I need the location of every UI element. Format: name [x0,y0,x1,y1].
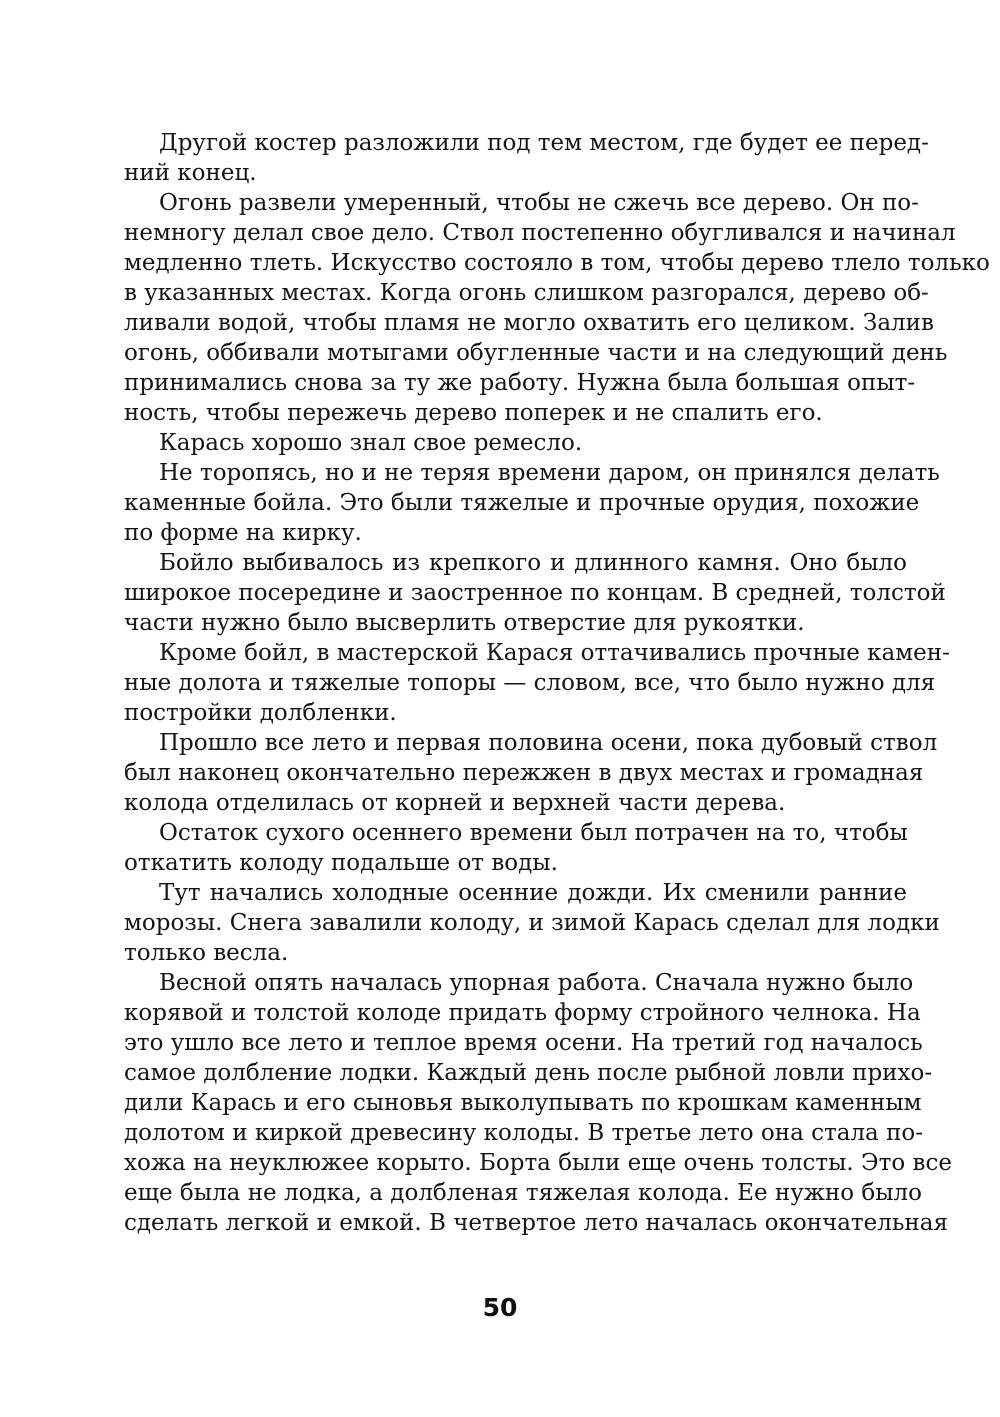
text-line: Прошло все лето и первая половина осени, пока дубовый ствол [159,730,938,756]
text-line: хожа на неуклюжее корыто. Борта были еще очень толсты. Это все [124,1150,952,1176]
text-line: ность, чтобы пережечь дерево поперек и не спалить его. [124,400,823,426]
body-text [124,128,990,1238]
text-line: откатить колоду подальше от воды. [124,850,558,876]
text-line: самое долбление лодки. Каждый день после рыбной ловли прихо- [124,1060,933,1086]
paragraph [124,458,940,548]
text-line: Бойло выбивалось из крепкого и длинного камня. Оно было [159,550,907,576]
paragraph [124,128,929,188]
text-line: еще была не лодка, а долбленая тяжелая колода. Ее нужно было [124,1180,923,1206]
text-line: ные долота и тяжелые топоры — словом, все, что было нужно для [124,670,936,696]
text-line: Остаток сухого осеннего времени был потрачен на то, чтобы [159,820,908,846]
text-line: постройки долбленки. [124,700,397,726]
paragraph [124,638,950,728]
text-line: по форме на кирку. [124,520,362,546]
text-line: ний конец. [124,160,257,186]
text-line: сделать легкой и емкой. В четвертое лето началась окончательная [124,1210,948,1236]
text-line: это ушло все лето и теплое время осени. На третий год началось [124,1030,923,1056]
text-line: дили Карась и его сыновья выколупывать по крошкам каменным [124,1090,922,1116]
text-line: Тут начались холодные осенние дожди. Их сменили ранние [159,880,907,906]
paragraph [124,878,940,968]
text-line: принимались снова за ту же работу. Нужна была большая опыт- [124,370,916,396]
paragraph [124,728,938,818]
text-line: немногу делал свое дело. Ствол постепенно обугливался и начинал [124,220,956,246]
text-line: в указанных местах. Когда огонь слишком разгорался, дерево об- [124,280,929,306]
text-line: Карась хорошо знал свое ремесло. [159,430,583,456]
paragraph [124,428,907,458]
paragraph [124,548,946,638]
text-line: только весла. [124,940,289,966]
text-line: Кроме бойл, в мастерской Карася оттачивались прочные камен- [159,640,950,666]
text-line: Другой костер разложили под тем местом, где будет ее перед- [159,130,929,156]
page-number: 50 [482,1293,518,1322]
text-line: корявой и толстой колоде придать форму стройного челнока. На [124,1000,921,1026]
text-line: широкое посередине и заостренное по концам. В средней, толстой [124,580,946,606]
text-line: каменные бойла. Это были тяжелые и прочные орудия, похожие [124,490,920,516]
text-line: ливали водой, чтобы пламя не могло охватить его целиком. Залив [124,310,934,336]
text-line: части нужно было высверлить отверстие для рукоятки. [124,610,805,636]
text-line: долотом и киркой древесину колоды. В третье лето она стала по- [124,1120,924,1146]
text-line: был наконец окончательно пережжен в двух местах и громадная [124,760,924,786]
paragraph [124,188,990,428]
text-line: медленно тлеть. Искусство состояло в том, чтобы дерево тлело только [124,250,990,276]
text-line: колода отделилась от корней и верхней части дерева. [124,790,786,816]
paragraph [124,968,952,1238]
text-line: Огонь развели умеренный, чтобы не сжечь все дерево. Он по- [159,190,919,216]
paragraph [124,818,907,878]
text-line: морозы. Снега завалили колоду, и зимой Карась сделал для лодки [124,910,940,936]
text-line: огонь, оббивали мотыгами обугленные части и на следующий день [124,340,948,366]
text-line: Не торопясь, но и не теряя времени даром, он принялся делать [159,460,940,486]
text-line: Весной опять началась упорная работа. Сначала нужно было [159,970,914,996]
